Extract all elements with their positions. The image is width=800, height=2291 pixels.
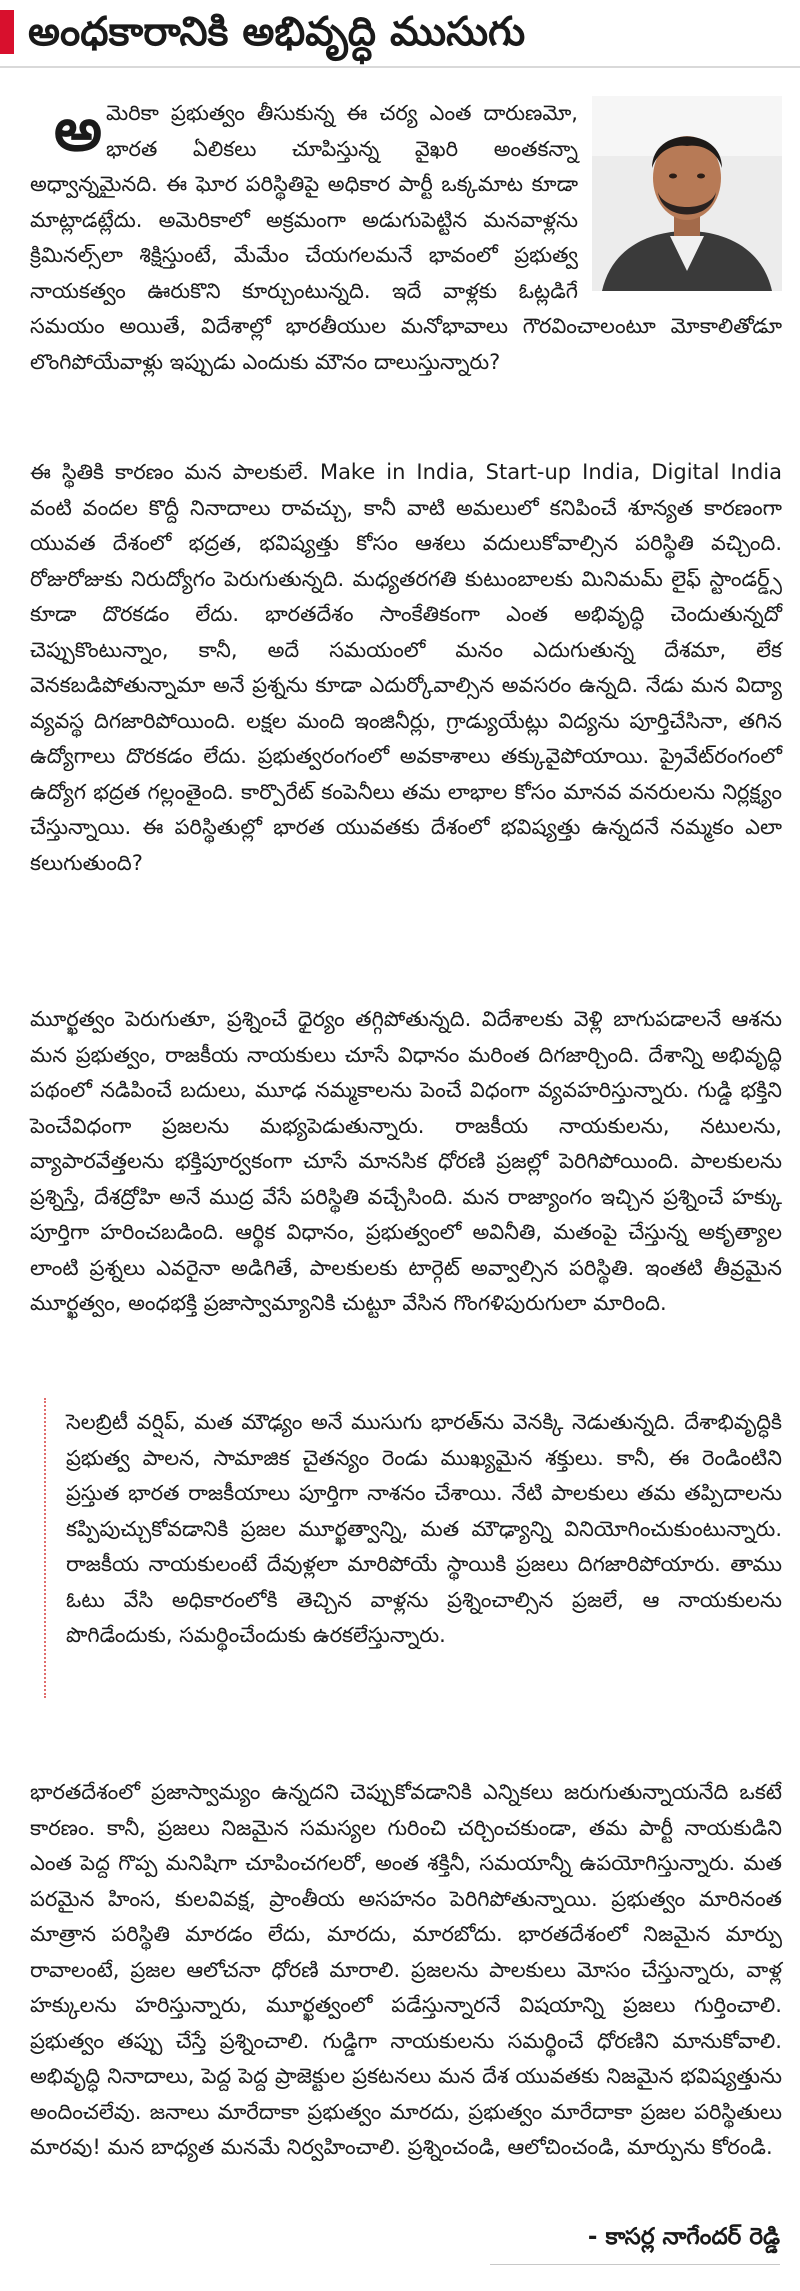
paragraph-1-text: మెరికా ప్రభుత్వం తీసుకున్న ఈ చర్య ఎంత దారుణమో, భారత ఏలికలు చూపిస్తున్న వైఖరి అంతకన్నా అధ్వాన్నమైనది. ఈ ఘోర పరిస్థితిపై అధికార పార్టీ ఒక్కమాట కూడా మాట్లాడట్లేదు. అమెరికాలో అక్రమంగా అడుగుపెట్టిన మనవాళ్లను క్రిమినల్స్‌లా శిక్షిస్తుంటే, మేమేం చేయగలమనే భావంలో ప్రభుత్వ నాయకత్వం ఊరుకొని కూర్చుంటున్నది. ఇదే వాళ్లకు ఓట్లడిగే సమయం అయితే, విదేశాల్లో భారతీయుల మనోభావాలు గౌరవించాలంటూ మోకాలితోడూ లొంగిపోయేవాళ్లు ఇప్పుడు ఎందుకు మౌనం దాలుస్తున్నారు? [30, 101, 782, 374]
author-photo-image [592, 96, 782, 291]
paragraph-2-text: ఈ స్థితికి కారణం మన పాలకులే. Make in India, Start-up India, Digital India వంటి వందల కొద్దీ నినాదాలు రావచ్చు, కానీ వాటి అమలులో కనిపించే శూన్యత కారణంగా యువత దేశంలో భద్రత, భవిష్యత్తు కోసం ఆశలు వదులుకోవాల్సిన పరిస్థితి వచ్చింది. రోజురోజుకు నిరుద్యోగం పెరుగుతున్నది. మధ్యతరగతి కుటుంబాలకు మినిమమ్ లైఫ్ స్టాండర్డ్స్ కూడా దొరకడం లేదు. భారతదేశం సాంకేతికంగా ఎంత అభివృద్ధి చెందుతున్నదో చెప్పుకొంటున్నాం, కానీ, అదే సమయంలో మనం ఎదుగుతున్న దేశమా, లేక వెనకబడిపోతున్నామా అనే ప్రశ్నను కూడా ఎదుర్కోవాల్సిన అవసరం ఉన్నది. నేడు మన విద్యా వ్యవస్థ దిగజారిపోయింది. లక్షల మంది ఇంజినీర్లు, గ్రాడ్యుయేట్లు విద్యను పూర్తిచేసినా, తగిన ఉద్యోగాలు దొరకడం లేదు. ప్రభుత్వరంగంలో అవకాశాలు తక్కువైపోయాయి. ప్రైవేట్‌రంగంలో ఉద్యోగ భద్రత గల్లంతైంది. కార్పొరేట్ కంపెనీలు తమ లాభాల కోసం మానవ వనరులను నిర్లక్ష్యం చేస్తున్నాయి. ఈ పరిస్థితుల్లో భారత యువతకు దేశంలో భవిష్యత్తు ఉన్నదనే నమ్మకం ఎలా కలుగుతుంది? [30, 460, 782, 875]
headline-accent-mark [0, 10, 14, 54]
paragraph-5 [30, 1775, 782, 2166]
article-headline: అంధకారానికి అభివృద్ధి ముసుగు [28, 9, 526, 55]
paragraph-2 [30, 455, 782, 881]
paragraph-3 [30, 1002, 782, 1322]
pull-quote-text: సెలబ్రిటీ వర్షిప్, మత మౌఢ్యం అనే ముసుగు భారత్‌ను వెనక్కి నెడుతున్నది. దేశాభివృద్ధికి ప్రభుత్వ పాలన, సామాజిక చైతన్యం రెండు ముఖ్యమైన శక్తులు. కానీ, ఈ రెండింటిని ప్రస్తుత భారత రాజకీయాలు పూర్తిగా నాశనం చేశాయి. నేటి పాలకులు తమ తప్పిదాలను కప్పిపుచ్చుకోవడానికి ప్రజల మూర్ఖత్వాన్ని, మత మౌఢ్యాన్ని వినియోగించుకుంటున్నారు. రాజకీయ నాయకులంటే దేవుళ్లలా మారిపోయే స్థాయికి ప్రజలు దిగజారిపోయారు. తాము ఓటు వేసి అధికారంలోకి తెచ్చిన వాళ్లను ప్రశ్నించాల్సిన ప్రజలే, ఆ నాయకులను పొగిడేందుకు, సమర్థించేందుకు ఉరకలేస్తున్నారు. [66, 1410, 782, 1647]
paragraph-3-text: మూర్ఖత్వం పెరుగుతూ, ప్రశ్నించే ధైర్యం తగ్గిపోతున్నది. విదేశాలకు వెళ్లి బాగుపడాలనే ఆశను మన ప్రభుత్వం, రాజకీయ నాయకులు చూసే విధానం మరింత దిగజార్చింది. దేశాన్ని అభివృద్ధి పథంలో నడిపించే బదులు, మూఢ నమ్మకాలను పెంచే విధంగా వ్యవహరిస్తున్నారు. గుడ్డి భక్తిని పెంచేవిధంగా ప్రజలను మభ్యపెడుతున్నారు. రాజకీయ నాయకులను, నటులను, వ్యాపారవేత్తలను భక్తిపూర్వకంగా చూసే మానసిక ధోరణి ప్రజల్లో పెరిగిపోయింది. పాలకులను ప్రశ్నిస్తే, దేశద్రోహి అనే ముద్ర వేసే పరిస్థితి వచ్చేసింది. మన రాజ్యాంగం ఇచ్చిన ప్రశ్నించే హక్కు పూర్తిగా హరించబడింది. ఆర్థిక విధానం, ప్రభుత్వంలో అవినీతి, మతంపై చేస్తున్న అకృత్యాల లాంటి ప్రశ్నలు ఎవరైనా అడిగితే, పాలకులకు టార్గెట్ అవ్వాల్సిన పరిస్థితి. ఇంతటి తీవ్రమైన మూర్ఖత్వం, అంధభక్తి ప్రజాస్వామ్యానికి చుట్టూ వేసిన గొంగళిపురుగులా మారింది. [30, 1007, 782, 1315]
paragraph-5-text: భారతదేశంలో ప్రజాస్వామ్యం ఉన్నదని చెప్పుకోవడానికి ఎన్నికలు జరుగుతున్నాయనేది ఒకటే కారణం. కానీ, ప్రజలు నిజమైన సమస్యల గురించి చర్చించకుండా, తమ పార్టీ నాయకుడిని ఎంత పెద్ద గొప్ప మనిషిగా చూపించగలరో, అంత శక్తినీ, సమయాన్నీ ఉపయోగిస్తున్నారు. మత పరమైన హింస, కులవివక్ష, ప్రాంతీయ అసహనం పెరిగిపోతున్నాయి. ప్రభుత్వం మారినంత మాత్రాన పరిస్థితి మారడం లేదు, మారదు, మారబోదు. భారతదేశంలో నిజమైన మార్పు రావాలంటే, ప్రజల ఆలోచనా ధోరణి మారాలి. ప్రజలను పాలకులు మోసం చేస్తున్నారు, వాళ్ల హక్కులను హరిస్తున్నారు, మూర్ఖత్వంలో పడేస్తున్నారనే విషయాన్ని ప్రజలు గుర్తించాలి. ప్రభుత్వం తప్పు చేస్తే ప్రశ్నించాలి. గుడ్డిగా నాయకులను సమర్థించే ధోరణిని మానుకోవాలి. అభివృద్ధి నినాదాలు, పెద్ద పెద్ద ప్రాజెక్టుల ప్రకటనలు మన దేశ యువతకు నిజమైన భవిష్యత్తును అందించలేవు. జనాలు మారేదాకా ప్రభుత్వం మారదు, ప్రభుత్వం మారేదాకా ప్రజల పరిస్థితులు మారవు! మన బాధ్యత మనమే నిర్వహించాలి. ప్రశ్నించండి, ఆలోచించండి, మార్పును కోరండి. [30, 1780, 782, 2159]
headline-bar [0, 0, 800, 68]
paragraph-1 [30, 96, 782, 380]
dropcap-letter: అ [54, 95, 102, 165]
signature-rule [490, 2264, 780, 2265]
pull-quote [66, 1405, 782, 1654]
author-signature: - కాసర్ల నాగేందర్ రెడ్డి [587, 2224, 780, 2250]
author-photo [592, 96, 782, 291]
pull-quote-rule [44, 1398, 52, 1698]
